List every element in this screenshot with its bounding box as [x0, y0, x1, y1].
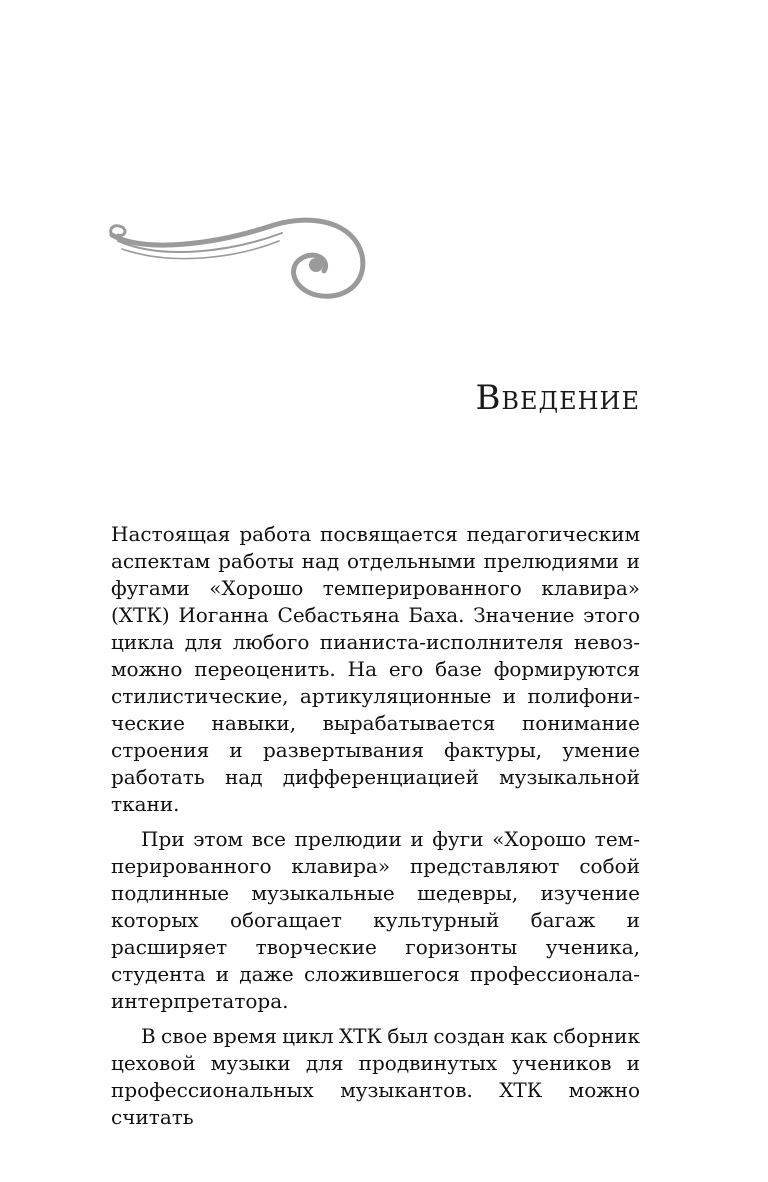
paragraph: В свое время цикл ХТК был создан как сборник цеховой музыки для продвинутых учеников и профессиональных музыкантов. ХТК можно считать [111, 1024, 640, 1129]
paragraph: Настоящая работа посвящается педагогическим аспектам работы над отдельными прелюдиями и фугами «Хорошо темперированного клавира» (ХТК) Иоганна Себастьяна Баха. Значение этого цикла для любого пианиста-исполнителя невозможно переоценить. На его базе формируются стилистические, артикуляционные и полифонические навыки, вырабатывается понимание строения и развертывания фактуры, умение работать над дифференциацией музыкальной ткани. [111, 522, 640, 816]
body-text [111, 521, 640, 1139]
chapter-title: Введение [475, 378, 640, 418]
flourish-ornament-icon [104, 205, 374, 315]
paragraph: При этом все прелюдии и фуги «Хорошо темперированного клавира» представляют собой подлинные музыкальные шедевры, изучение которых обогащает культурный багаж и расширяет творческие горизонты ученика, студента и даже сложившегося профессионала-интерпретатора. [111, 827, 640, 1013]
